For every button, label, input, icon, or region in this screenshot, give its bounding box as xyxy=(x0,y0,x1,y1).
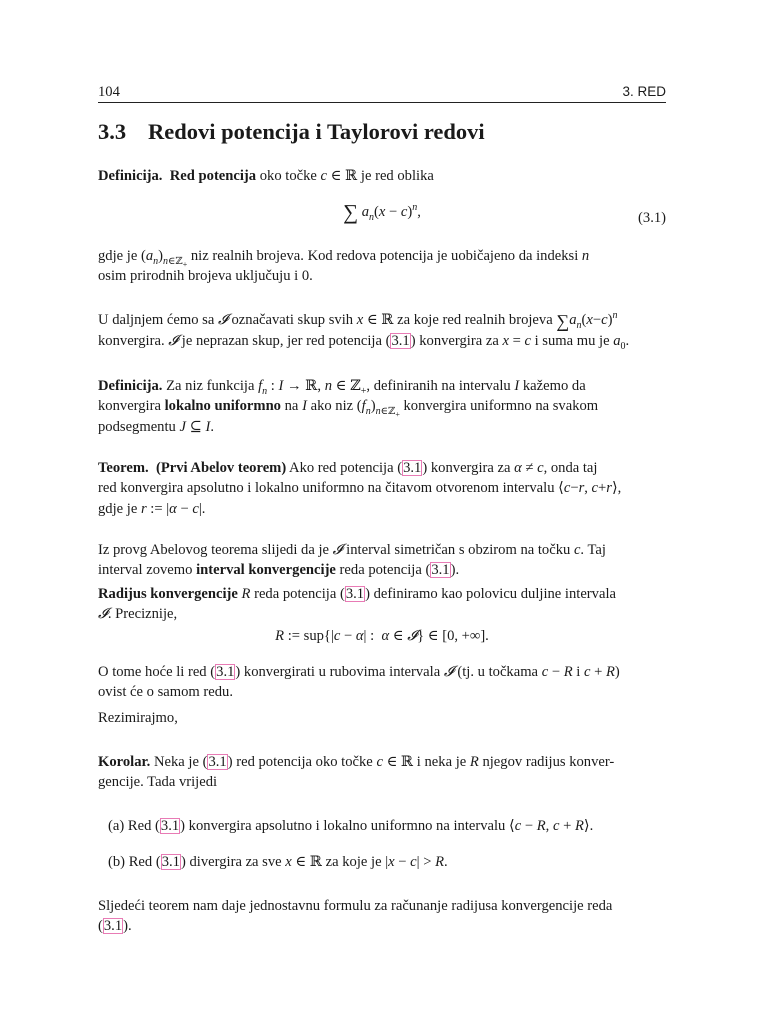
header-rule xyxy=(98,102,666,103)
corollary: Korolar. Neka je (3.1) red potencija oko točke c ∈ ℝ i neka je R njegov radijus konver- gencije. Tada vrijedi xyxy=(98,754,615,791)
page-number: 104 xyxy=(98,84,120,100)
section-heading xyxy=(98,118,485,146)
paper-page xyxy=(98,82,666,935)
corollary-label: Korolar. xyxy=(98,754,151,770)
definition-label: Definicija. xyxy=(98,378,163,394)
equation-reference-link[interactable]: 3.1 xyxy=(403,460,422,476)
theorem-label: Teorem. xyxy=(98,460,149,476)
paragraph-next-theorem: Sljedeći teorem nam daje jednostavnu formulu za računanje radijusa konvergencije reda (3.1). xyxy=(98,898,613,935)
text: je neprazan skup, jer red potencija xyxy=(178,333,386,350)
text: reda potencija xyxy=(250,586,340,602)
text: definiramo kao polovicu duljine intervala xyxy=(369,586,616,602)
text: označavati skup svih xyxy=(227,312,357,328)
list-marker: (a) xyxy=(108,818,125,834)
text: gencije. Tada vrijedi xyxy=(98,774,218,791)
text: U daljnjem ćemo sa xyxy=(98,312,218,328)
text: reda potencija xyxy=(335,562,426,579)
text: konvergira uniformno na svakom xyxy=(399,398,599,415)
paragraph-summary: Rezimirajmo, xyxy=(98,710,178,726)
text: red potencija oko točke xyxy=(232,754,377,770)
text: (tj. u točkama xyxy=(453,664,542,680)
text: njegov radijus konver- xyxy=(478,754,615,770)
text: konvergira. xyxy=(98,333,169,350)
equation-reference-link[interactable]: 3.1 xyxy=(160,818,180,834)
text: za koje je xyxy=(322,854,386,870)
definition-power-series: Definicija. Red potencija oko točke c ∈ ℝ je red oblika xyxy=(98,168,434,184)
text: Neka je xyxy=(150,754,203,770)
definition-local-uniform: Definicija. Za niz funkcija $f_n$ : I → ℝ, n ∈ ℤ$_+$, definiranih na intervalu I kažemo da konvergira lokalno uniformno na I ako niz $(f_n)_{n\in ℤ_+}$ konvergira uniformno na svakom podsegmentu J ⊆ I. xyxy=(98,378,599,435)
paragraph-interval-convergence: Iz provg Abelovog teorema slijedi da je 𝓘 interval simetričan s obzirom na točku c. Taj interval zovemo interval konvergencije reda potencija (3.1). xyxy=(98,542,606,579)
list-marker: (b) xyxy=(108,854,126,870)
definition-label: Definicija. xyxy=(98,168,163,184)
definition-text: ∈ ℝ je red oblika xyxy=(327,168,434,184)
text: interval simetričan s obzirom na točku xyxy=(342,542,574,558)
running-title: 3. RED xyxy=(622,84,666,99)
list-item: (a) Red (3.1) konvergira apsolutno i lokalno uniformno na intervalu ⟨c − R, c + R⟩. xyxy=(108,818,594,834)
text: Za niz funkcija xyxy=(162,378,259,394)
term: interval konvergencije xyxy=(196,562,336,579)
paragraph-sequence: gdje je $(a_n)_{n\in ℤ_+}$ niz realnih brojeva. Kod redova potencija je uobičajeno da indeksi n osim prirodnih brojeva uključuju i 0. xyxy=(98,248,590,285)
term: Radijus konvergencije xyxy=(98,586,238,602)
text: i xyxy=(572,664,584,680)
text: Red xyxy=(128,854,156,870)
text: podsegmentu xyxy=(98,418,180,435)
text: za koje red realnih brojeva xyxy=(393,312,557,328)
theorem-abel: Teorem. (Prvi Abelov teorem) Ako red potencija (3.1) konvergira za α ≠ c, onda taj red konvergira apsolutno i lokalno uniformno na čitavom otvorenom intervalu ⟨c−r, c+r⟩, gdje je r := |α − c|. xyxy=(98,460,622,517)
text: na xyxy=(280,398,303,415)
equation-reference-link[interactable]: 3.1 xyxy=(391,333,410,350)
text: divergira za sve xyxy=(185,854,286,870)
text: Sljedeći teorem nam daje jednostavnu formulu za računanje radijusa konvergencije reda xyxy=(98,898,613,914)
text: red konvergira apsolutno i lokalno uniformno na čitavom otvorenom intervalu xyxy=(98,480,559,497)
text: Ako red potencija xyxy=(286,460,398,476)
text: O tome hoće li red xyxy=(98,664,211,680)
equation-reference-link[interactable]: 3.1 xyxy=(345,586,365,602)
list-item: (b) Red (3.1) divergira za sve x ∈ ℝ za koje je |x − c| > R. xyxy=(108,854,448,870)
text: konvergira za xyxy=(427,460,515,476)
text: . xyxy=(128,918,132,935)
text: ovist će o samom redu. xyxy=(98,684,233,701)
text: i suma mu je xyxy=(530,333,614,350)
text: Iz provg Abelovog teorema slijedi da je xyxy=(98,542,333,558)
definition-term: Red potencija xyxy=(169,168,257,184)
equation-reference-link[interactable]: 3.1 xyxy=(161,854,180,870)
section-number: 3.3 xyxy=(98,119,127,144)
text: Red xyxy=(127,818,156,834)
equation-reference-link[interactable]: 3.1 xyxy=(216,664,235,680)
text: , onda taj xyxy=(543,460,598,476)
text: kažemo da xyxy=(519,378,586,394)
text: ako niz xyxy=(306,398,357,415)
equation-tag: (3.1) xyxy=(638,210,666,226)
text: konvergira za xyxy=(415,333,503,350)
text: gdje je xyxy=(98,500,141,517)
text: i neka je xyxy=(413,754,470,770)
text: , definiranih na intervalu xyxy=(366,378,515,394)
equation-3-1 xyxy=(98,202,666,230)
equation-body: R := sup{|c − α| : α ∈ 𝓘} ∈ [0, +∞]. xyxy=(275,628,489,644)
page-header xyxy=(98,82,666,100)
paragraph-radius: Radijus konvergencije R reda potencija (3.1) definiramo kao polovicu duljine intervala 𝓘. Preciznije, xyxy=(98,586,616,623)
definition-text: oko točke xyxy=(256,168,321,184)
equation-body: ∑ $a_n(x - c)^n$, xyxy=(343,200,421,224)
definition-term: lokalno uniformno xyxy=(164,398,281,415)
text: konvergirati u rubovima intervala xyxy=(240,664,444,680)
text: . Preciznije, xyxy=(107,606,178,623)
paragraph-boundary: O tome hoće li red (3.1) konvergirati u rubovima intervala 𝓘 (tj. u točkama c − R i c + R) ovist će o samom redu. xyxy=(98,664,620,701)
section-title: Redovi potencija i Taylorovi redovi xyxy=(148,119,485,144)
theorem-name: (Prvi Abelov teorem) xyxy=(155,460,287,476)
equation-reference-link[interactable]: 3.1 xyxy=(431,562,450,579)
text: konvergira apsolutno i lokalno uniformno na intervalu xyxy=(185,818,510,834)
text: konvergira xyxy=(98,398,165,415)
equation-reference-link[interactable]: 3.1 xyxy=(208,754,227,770)
paragraph-set-I: U daljnjem ćemo sa 𝓘 označavati skup svih x ∈ ℝ za koje red realnih brojeva $\sum a_n(x-c)^n$ konvergira. 𝓘 je neprazan skup, jer red potencija (3.1) konvergira za x = c i suma mu je $a_0$. xyxy=(98,310,630,353)
text: interval zovemo xyxy=(98,562,197,579)
text: . Taj xyxy=(580,542,606,558)
equation-reference-link[interactable]: 3.1 xyxy=(103,918,123,935)
